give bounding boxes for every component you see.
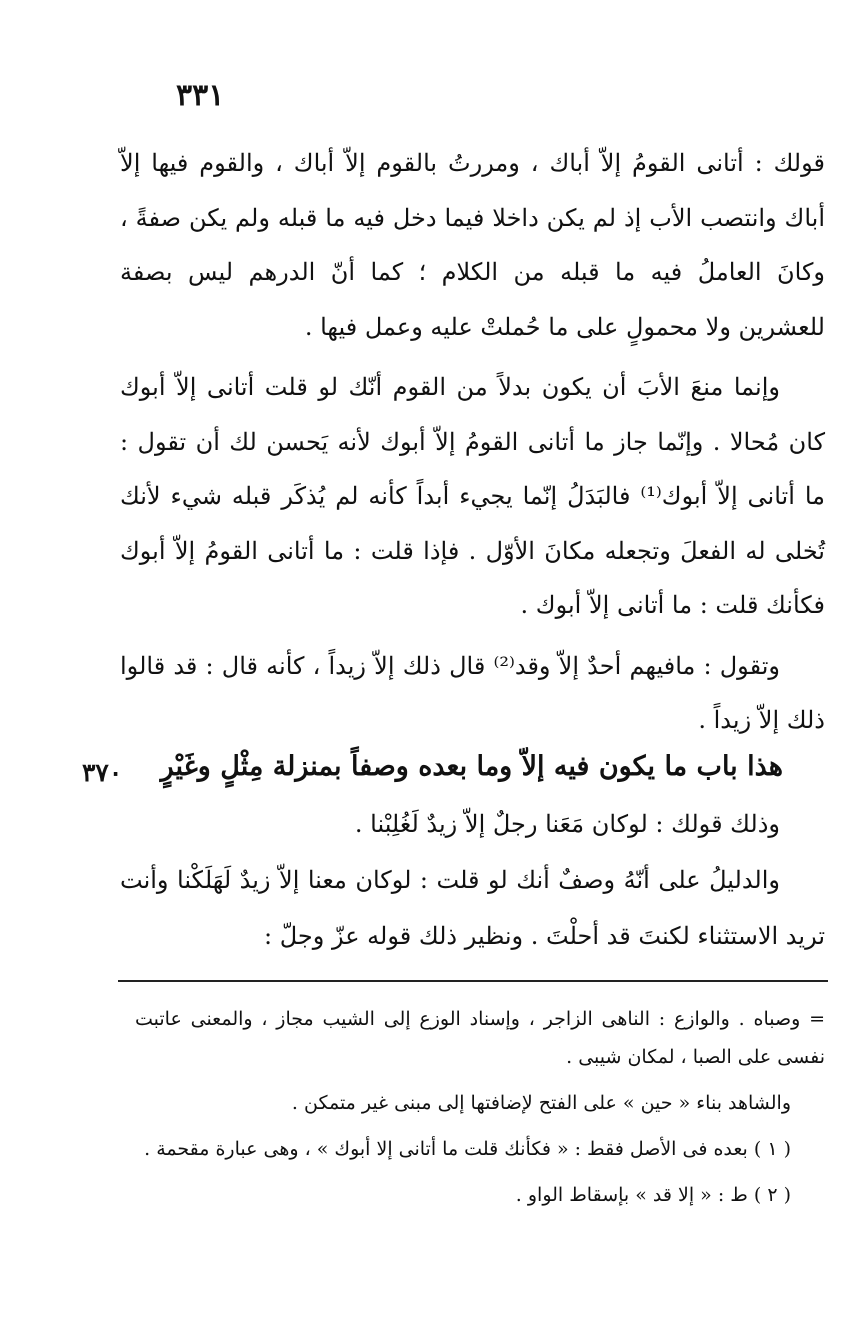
chapter-paragraph-1: وذلك قولك : لوكان مَعَنا رجلٌ إلاّ زيدٌ لَغُلِبْنا .: [354, 810, 780, 838]
margin-section-number: ٣٧٠: [82, 758, 123, 787]
footnote-2: ( ٢ ) ط : « إلا قد » بإسقاط الواو .: [515, 1184, 791, 1206]
paragraph-3: وتقول : مافيهم أحدٌ إلاّ وقد⁽²⁾ قال ذلك إلاّ زيداً ، كأنه قال : قد قالوا ذلك إلاّ زيداً .: [120, 651, 825, 734]
chapter-block: [60, 738, 825, 796]
main-text-block: [120, 136, 825, 748]
footnote-1: ( ١ ) بعده فى الأصل فقط : « فكأنك قلت ما أتانى إلا أبوك » ، وهى عبارة مقحمة .: [144, 1138, 791, 1160]
paragraph-1: قولك : أتانى القومُ إلاّ أباك ، ومررتُ بالقوم إلاّ أباك ، والقوم فيها إلاّ أباك وانتصب الأب إذ لم يكن داخلا فيما دخل فيه ما قبله ولم يكن صفةً ، وكانَ العاملُ فيه ما قبله من الكلام ؛ كما أنّ الدرهم ليس بصفة للعشرين ولا محمولٍ على ما حُملتْ عليه وعمل فيها .: [120, 149, 826, 341]
footnote-continuation: = وصباه . والوازع : الناهى الزاجر ، وإسناد الوزع إلى الشيب مجاز ، والمعنى عاتبت نفسى على الصبا ، لمكان شيبى .: [135, 1008, 825, 1068]
chapter-heading-text: هذا باب ما يكون فيه إلاّ وما بعده وصفاً بمنزلة مِثْلٍ وغَيْرٍ: [160, 751, 783, 782]
chapter-text-block: [120, 796, 825, 964]
footnotes-block: [135, 1000, 825, 1214]
footnote-witness: والشاهد بناء « حين » على الفتح لإضافتها إلى مبنى غير متمكن .: [291, 1092, 791, 1114]
page-number: ٣٣١: [176, 78, 225, 113]
paragraph-2: وإنما منعَ الأبَ أن يكون بدلاً من القوم أنّك لو قلت أتانى إلاّ أبوك كان مُحالا . وإنّما جاز ما أتانى القومُ إلاّ أبوك لأنه يَحسن لك أن تقول : ما أتانى إلاّ أبوك⁽¹⁾ فالبَدَلُ إنّما يجيء أبداً كأنه لم يُذكَر قبله شيء لأنك تُخلى له الفعلَ وتجعله مكانَ الأوّل . فإذا قلت : ما أتانى القومُ إلاّ أبوك فكأنك قلت : ما أتانى إلاّ أبوك .: [120, 373, 826, 619]
chapter-heading: [60, 738, 825, 796]
footnote-separator: [118, 980, 828, 982]
chapter-paragraph-2: والدليلُ على أنّهُ وصفٌ أنك لو قلت : لوكان معنا إلاّ زيدٌ لَهَلَكْنا وأنت تريد الاستثناء لكنتَ قد أحلْتَ . ونظير ذلك قوله عزّ وجلّ :: [120, 866, 825, 950]
